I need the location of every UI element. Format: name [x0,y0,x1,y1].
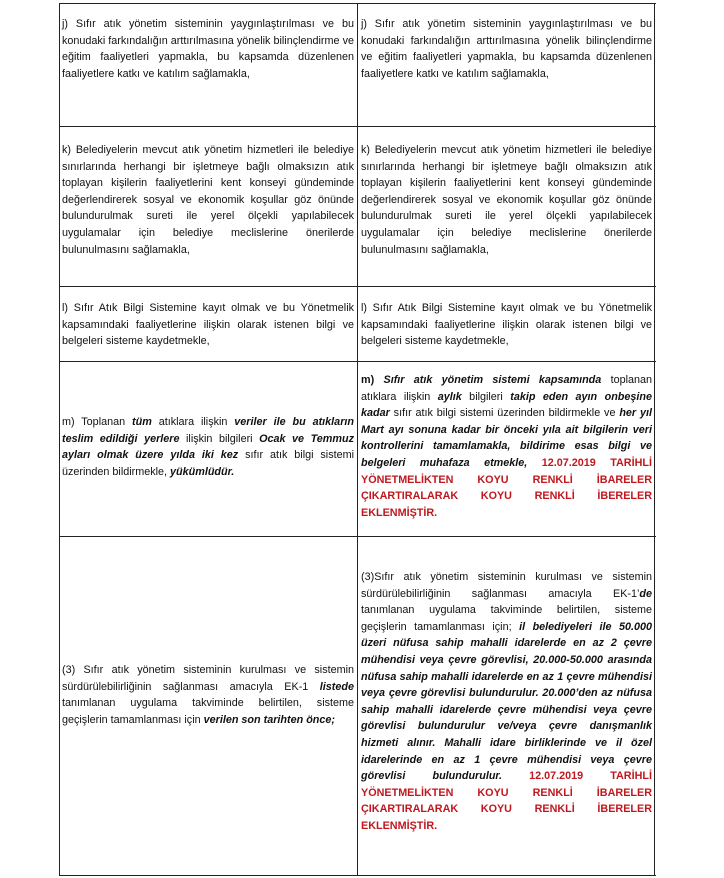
emphasized-text: verilen son tarihten önce; [203,713,336,726]
row-l-old-text: l) Sıfır Atık Bilgi Sistemine kayıt olmak ve bu Yönetmelik kapsamındaki faaliyetlerine ilişkin olarak istenen bilgi ve belgeleri sisteme kaydetmekle, [62,302,354,348]
text-segment: sıfır atık bilgi sistemi üzerinden bildirmekle, [62,449,354,478]
text-segment: ilişkin bilgileri [179,432,260,445]
emphasized-text: de [639,587,652,600]
row-3-old-text [59,662,357,728]
amendment-note: 12.07.2019 TARİHLİ YÖNETMELİKTEN KOYU RENKLİ İBARELER ÇIKARTIRALARAK KOYU RENKLİ İBERELER EKLENMİŞTİR. [361,456,652,519]
text-segment: bilgileri [461,390,511,403]
emphasized-text: Ocak ve Temmuz ayları olmak üzere yılda iki kez [62,432,354,462]
emphasized-text: Sıfır atık yönetim sistemi kapsamında [383,374,602,386]
row-divider [59,361,656,362]
emphasized-text: takip eden ayın onbeşine kadar [361,390,653,420]
emphasized-text: aylık [437,390,462,403]
text-segment: (3) Sıfır atık yönetim sisteminin kurulması ve sistemin sürdürülebilirliğinin sağlanması amacıyla EK-1 [62,664,354,693]
emphasized-text: m) [361,374,384,386]
emphasized-text: tüm [132,416,152,428]
row-k-new-text: k) Belediyelerin mevcut atık yönetim hizmetleri ile belediye sınırlarında herhangi bir işletmeye bağlı olmaksızın atık toplayan kişilerin faaliyetlerini kent konseyi gündeminde değerlendirerek sosyal ve ekonomik koşullar göz önünde bulundurulmak sureti ile yerel ölçekli yapılabilecek uygulamalar için belediye meclislerine önerilerde bulunulmasını sağlamakla, [361,144,652,256]
text-segment: tanımlanan uygulama takviminde belirtilen, sisteme geçişlerin tamamlanması için; [361,604,652,633]
row-m-old-text [59,414,357,480]
row-divider [59,126,656,127]
row-m-new-text [358,372,655,521]
row-k-old-text: k) Belediyelerin mevcut atık yönetim hizmetleri ile belediye sınırlarında herhangi bir işletmeye bağlı olmaksızın atık toplayan kişilerin faaliyetlerini kent konseyi gündeminde değerlendirerek sosyal ve ekonomik koşullar göz önünde bulundurulmak sureti ile yerel ölçekli yapılabilecek uygulamalar için belediye meclislerine önerilerde bulunulmasını sağlamakla, [62,144,354,256]
text-segment: toplanan atıklara ilişkin [361,374,652,403]
row-divider [59,286,656,287]
row-3-new-text [358,569,655,835]
row-l-new-text: l) Sıfır Atık Bilgi Sistemine kayıt olmak ve bu Yönetmelik kapsamındaki faaliyetlerine ilişkin olarak istenen bilgi ve belgeleri sisteme kaydetmekle, [361,302,652,348]
emphasized-text: listede [319,680,354,693]
amendment-note: 12.07.2019 TARİHLİ YÖNETMELİKTEN KOYU RENKLİ İBARELER ÇIKARTIRALARAK KOYU RENKLİ İBERELER EKLENMİŞTİR. [361,770,652,832]
row-divider [59,536,656,537]
emphasized-text: yükümlüdür. [170,465,235,478]
text-segment: atıklara ilişkin [151,416,235,428]
emphasized-text: veriler ile bu atıkların teslim edildiği yerlere [62,416,354,445]
emphasized-text: her yıl Mart ayı sonuna kadar bir önceki yıla ait bilgilerin veri kontrollerini tamamlamakla, bildirime esas bilgi ve belgeleri muhafaza etmekle, [361,407,652,469]
comparison-table [59,3,656,876]
text-segment: m) Toplanan [62,416,133,428]
text-segment: sıfır atık bilgi sistemi üzerinden bildirmekle ve [389,407,620,420]
row-j-old-text: j) Sıfır atık yönetim sisteminin yaygınlaştırılması ve bu konudaki farkındalığın arttırılmasına yönelik bilinçlendirme ve eğitim faaliyetleri yapmakla, bu kapsamda düzenlenen faaliyetlere katkı ve katılım sağlamakla, [62,18,354,80]
emphasized-text: il belediyeleri ile 50.000 üzeri nüfusa sahip mahalli idarelerde en az 2 çevre mühendisi veya çevre görevlisi, 20.000-50.000 arasında nüfusa sahip mahalli idarelerde en az 1 çevre mühendisi veya çevre görevlisi bulundurulur. 20.000’den az nüfusa sahip mahalli idarelerde çevre mühendisi veya çevre görevlisi bulundurulur ve/veya çevre danışmanlık hizmeti alınır. Mahalli idare birliklerinde ve il özel idarelerinde en az 1 çevre mühendisi veya çevre görevlisi bulundurulur. [361,620,652,783]
row-j-new-text: j) Sıfır atık yönetim sisteminin yaygınlaştırılması ve bu konudaki farkındalığın arttırılmasına yönelik bilinçlendirme ve eğitim faaliyetleri yapmakla, bu kapsamda düzenlenen faaliyetlere katkı ve katılım sağlamakla, [361,18,652,80]
text-segment: (3)Sıfır atık yönetim sisteminin kurulması ve sistemin sürdürülebilirliğinin sağlanması amacıyla EK-1’ [361,571,652,600]
text-segment: tanımlanan uygulama takviminde belirtilen, sisteme geçişlerin tamamlanması için [62,697,354,726]
